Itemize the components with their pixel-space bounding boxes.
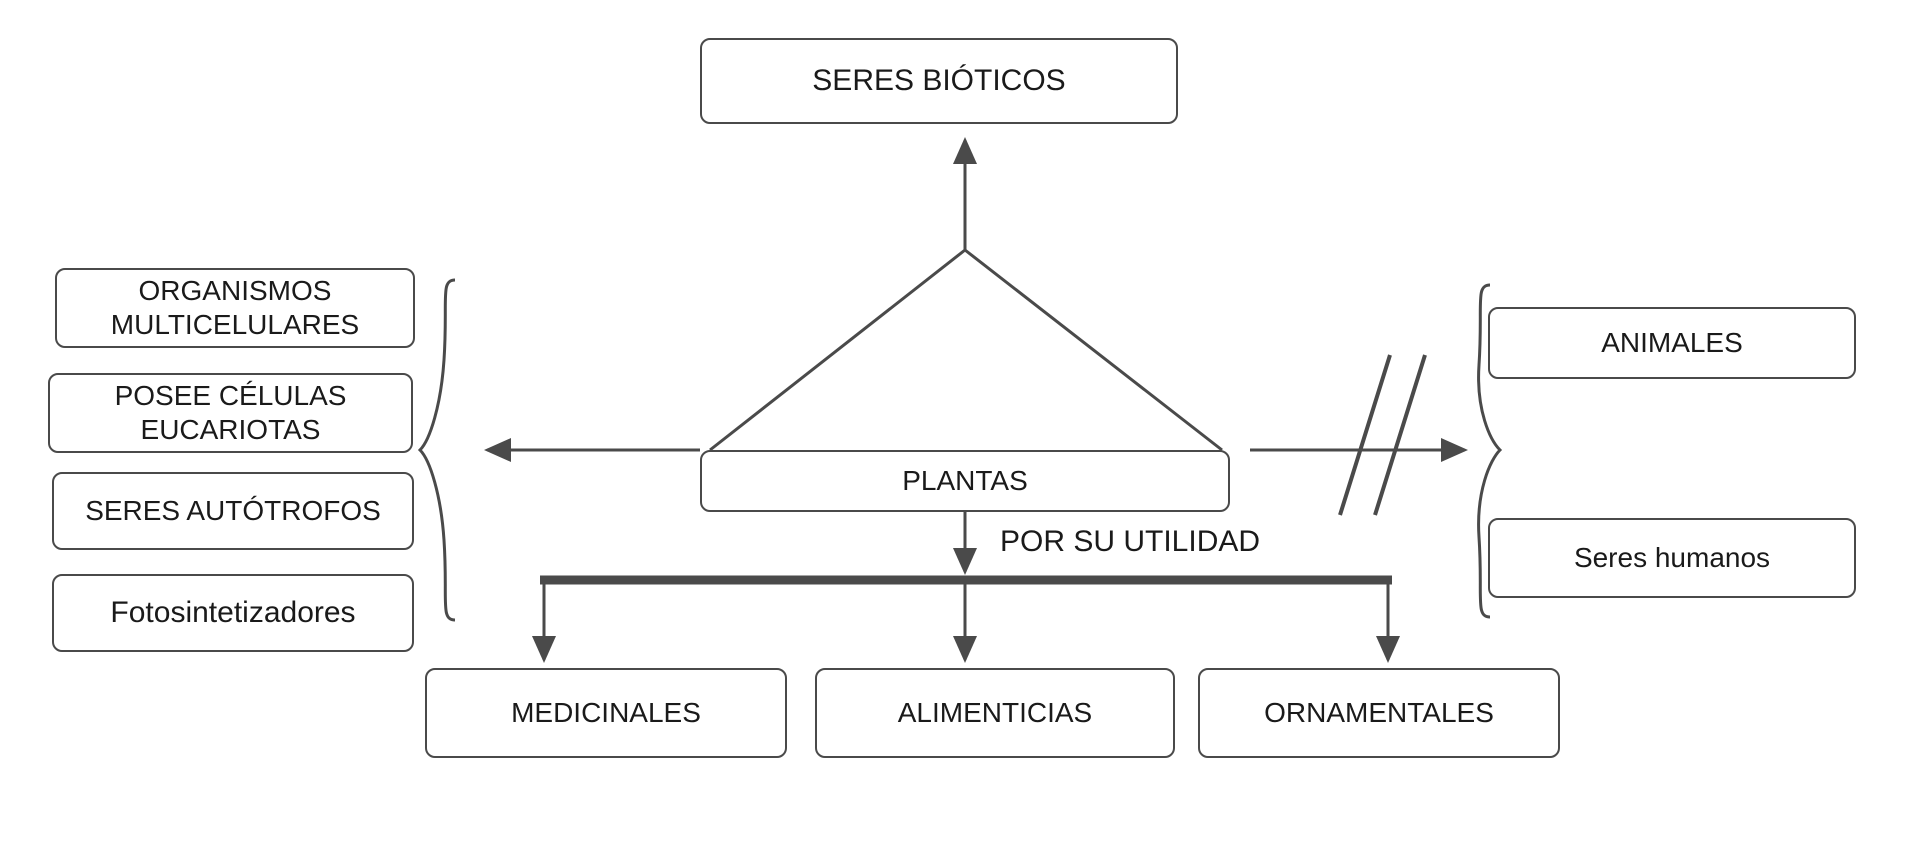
node-label: Fotosintetizadores	[110, 596, 356, 629]
node-fotosintetizadores[interactable]	[52, 574, 414, 652]
left-brace	[420, 280, 455, 620]
node-label: PLANTAS	[902, 465, 1028, 497]
node-ornamentales[interactable]	[1198, 668, 1560, 758]
node-seres-autotrofos[interactable]	[52, 472, 414, 550]
node-label: Seres humanos	[1573, 542, 1771, 574]
node-label: ANIMALES	[1601, 327, 1743, 359]
node-label-line2: EUCARIOTAS	[140, 414, 321, 445]
node-label: SERES AUTÓTROFOS	[85, 495, 381, 527]
node-seres-humanos[interactable]	[1488, 518, 1856, 598]
node-plantas[interactable]	[700, 450, 1230, 512]
node-label: MEDICINALES	[511, 697, 701, 729]
utility-caption-label: POR SU UTILIDAD	[1000, 525, 1261, 558]
node-animales[interactable]	[1488, 307, 1856, 379]
utility-caption	[1000, 525, 1260, 559]
node-label: SERES BIÓTICOS	[812, 64, 1066, 97]
triangle-connector	[710, 250, 1222, 450]
node-alimenticias[interactable]	[815, 668, 1175, 758]
crossed-out-relation-icon	[1340, 355, 1425, 515]
node-label-line2: MULTICELULARES	[110, 309, 360, 340]
node-label-line1: ORGANISMOS	[138, 275, 332, 307]
node-organismos-multicelulares[interactable]	[55, 268, 415, 348]
node-label: ALIMENTICIAS	[897, 697, 1093, 729]
node-medicinales[interactable]	[425, 668, 787, 758]
node-label-line1: POSEE CÉLULAS	[114, 380, 347, 412]
node-seres-bioticos[interactable]	[700, 38, 1178, 124]
node-posee-celulas-eucariotas[interactable]	[48, 373, 413, 453]
node-label: ORNAMENTALES	[1264, 697, 1494, 729]
